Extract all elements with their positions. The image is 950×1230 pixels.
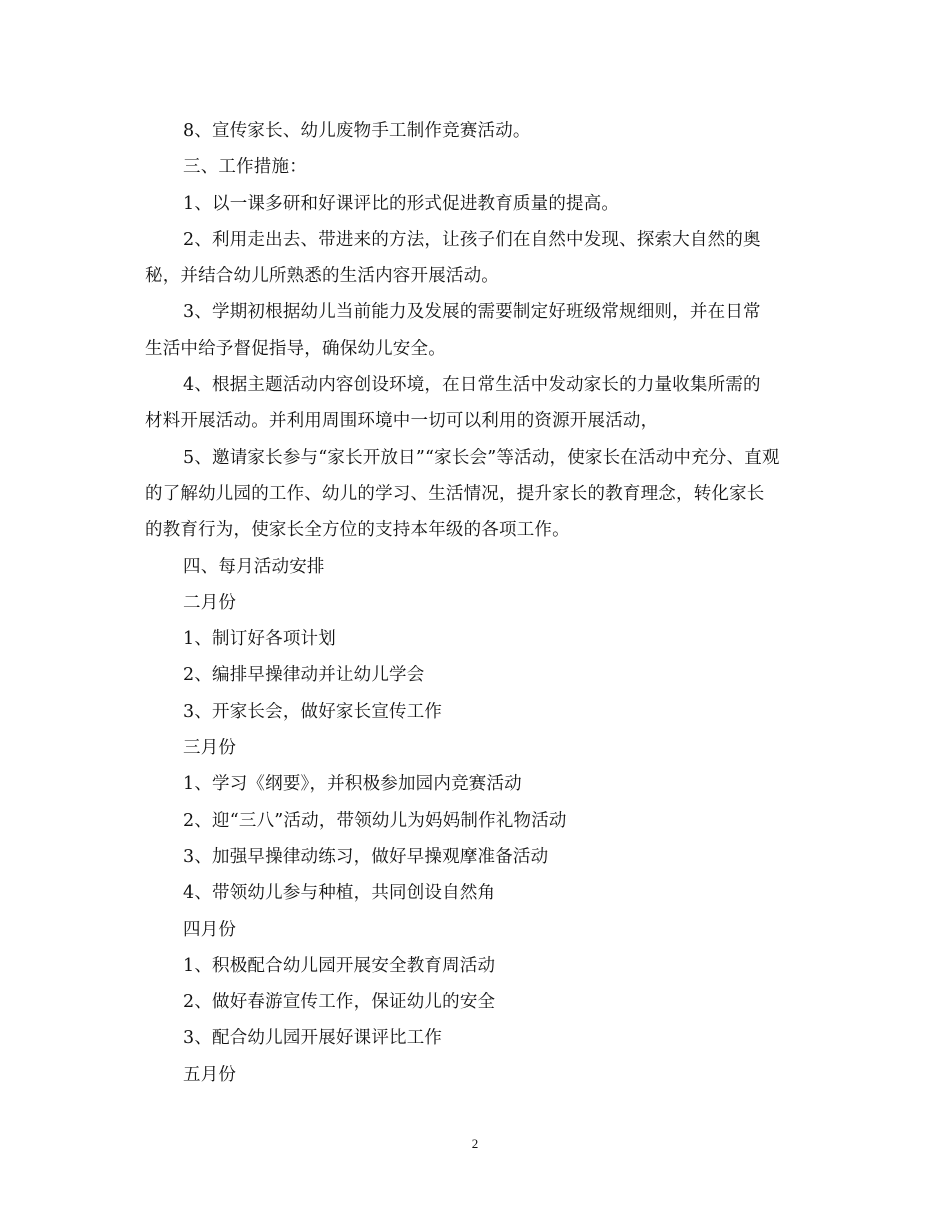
paragraph-line: 生活中给予督促指导，确保幼儿安全。	[145, 338, 446, 359]
month-heading: 二月份	[183, 592, 237, 613]
document-body	[145, 113, 807, 1093]
month-heading: 四月份	[183, 919, 237, 940]
paragraph-line: 3、学期初根据幼儿当前能力及发展的需要制定好班级常规细则，并在日常	[183, 302, 761, 323]
paragraph-line: 材料开展活动。并利用周围环境中一切可以利用的资源开展活动，	[145, 411, 659, 432]
list-item: 4、带领幼儿参与种植，共同创设自然角	[183, 883, 496, 904]
paragraph-line: 8、宣传家长、幼儿废物手工制作竞赛活动。	[183, 121, 531, 141]
paragraph-line: 2、利用走出去、带进来的方法，让孩子们在自然中发现、探索大自然的奥	[183, 229, 761, 250]
month-heading: 五月份	[183, 1064, 237, 1085]
page-number: 2	[471, 1136, 479, 1151]
list-item: 1、积极配合幼儿园开展安全教育周活动	[183, 955, 496, 976]
section-heading: 四、每月活动安排	[183, 556, 325, 577]
list-item: 3、加强早操律动练习，做好早操观摩准备活动	[183, 846, 549, 867]
paragraph-line: 的了解幼儿园的工作、幼儿的学习、生活情况，提升家长的教育理念，转化家长	[145, 483, 765, 504]
paragraph-line: 秘，并结合幼儿所熟悉的生活内容开展活动。	[145, 266, 499, 287]
list-item: 1、制订好各项计划	[183, 629, 336, 650]
list-item: 2、编排早操律动并让幼儿学会	[183, 665, 425, 686]
section-heading: 三、工作措施：	[183, 157, 307, 178]
list-item: 3、开家长会，做好家长宣传工作	[183, 701, 443, 722]
paragraph-line: 5、邀请家长参与“家长开放日”“家长会”等活动，使家长在活动中充分、直观	[183, 447, 780, 468]
paragraph-line: 1、以一课多研和好课评比的形式促进教育质量的提高。	[183, 193, 620, 214]
list-item: 2、做好春游宣传工作，保证幼儿的安全	[183, 992, 496, 1013]
list-item: 3、配合幼儿园开展好课评比工作	[183, 1028, 443, 1049]
paragraph-line: 的教育行为，使家长全方位的支持本年级的各项工作。	[145, 520, 570, 541]
month-heading: 三月份	[183, 738, 237, 759]
list-item: 1、学习《纲要》，并积极参加园内竞赛活动	[183, 774, 522, 795]
paragraph-line: 4、根据主题活动内容创设环境，在日常生活中发动家长的力量收集所需的	[183, 375, 761, 396]
list-item: 2、迎“三八”活动，带领幼儿为妈妈制作礼物活动	[183, 810, 567, 831]
